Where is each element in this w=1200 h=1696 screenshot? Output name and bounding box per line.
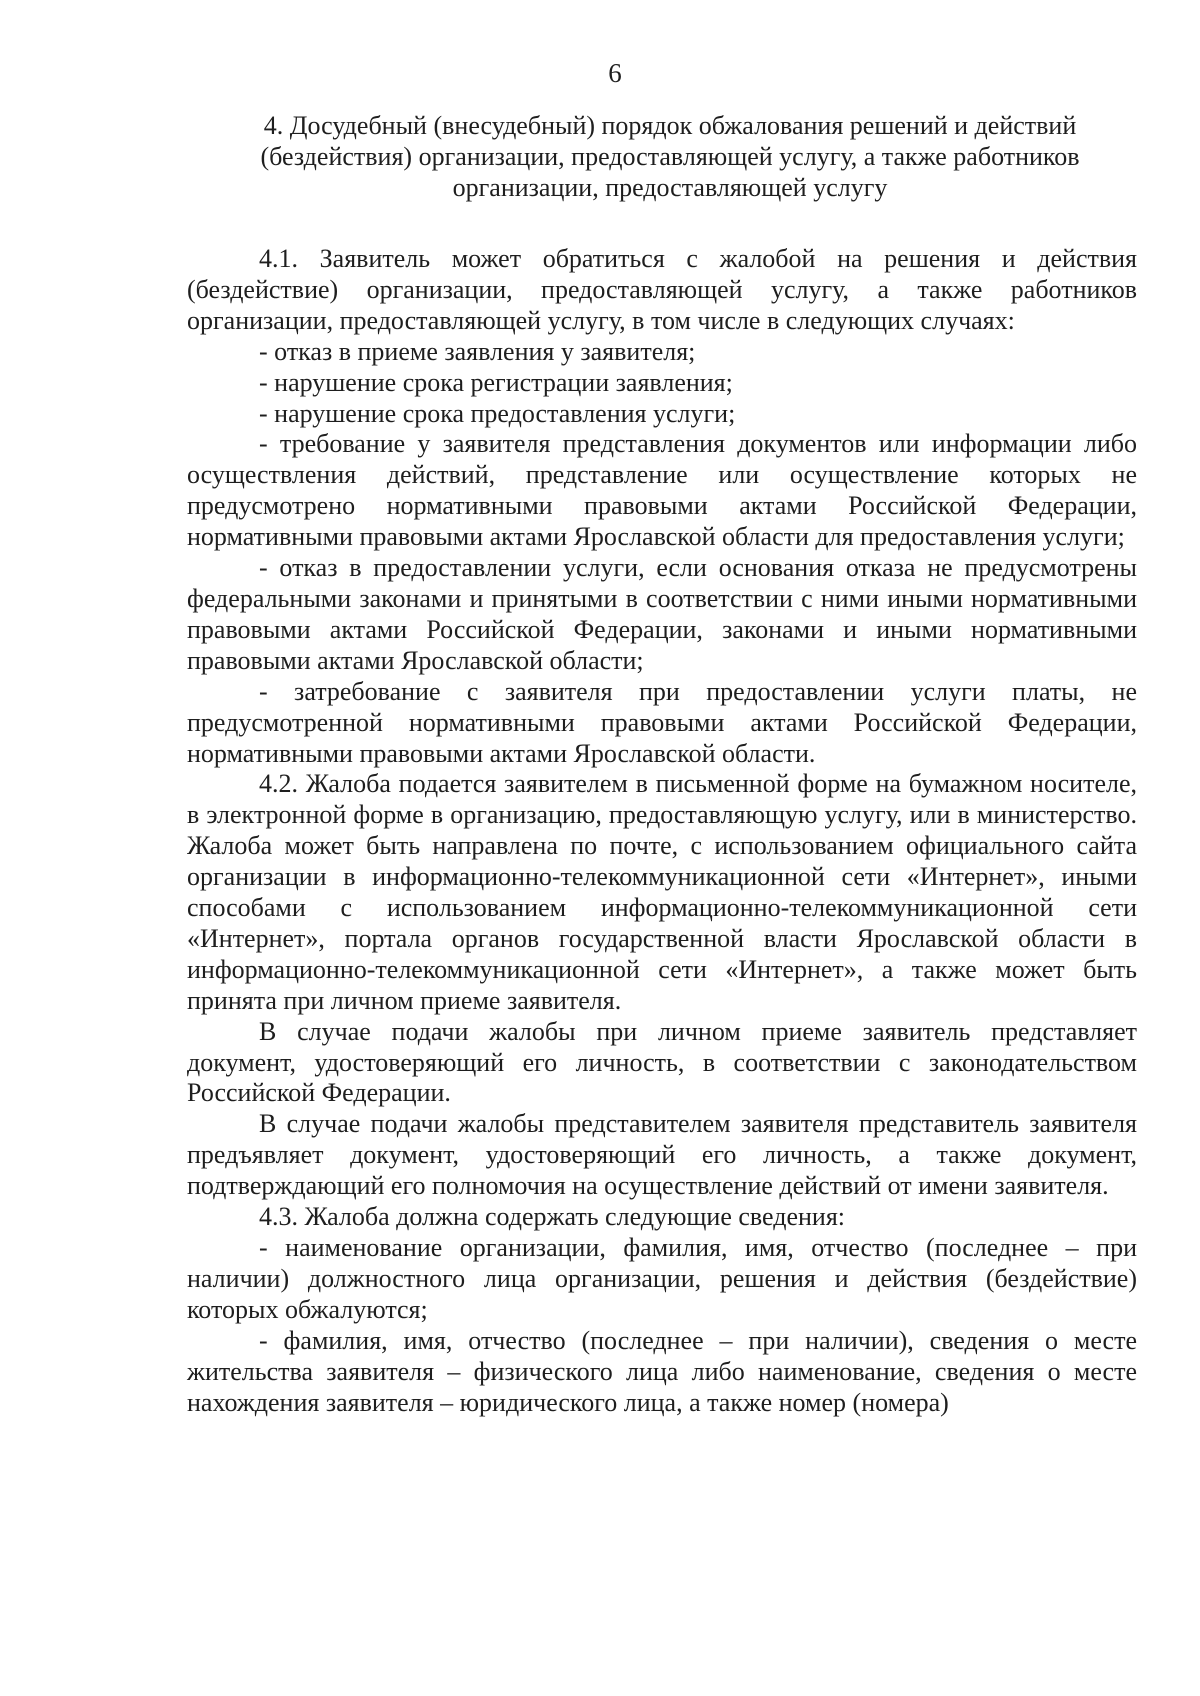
paragraph-4-3: 4.3. Жалоба должна содержать следующие сведения: [259, 1202, 846, 1232]
list-item: - нарушение срока регистрации заявления; [259, 367, 733, 397]
section-heading-line: организации, предоставляющей услугу [452, 173, 888, 202]
list-item: - фамилия, имя, отчество (последнее – при наличии), сведения о месте жительства заявителя – физического лица либо наименование, сведения о месте нахождения заявителя – юридического лица, а также номер (номера) [187, 1325, 1137, 1417]
list-item: - отказ в приеме заявления у заявителя; [259, 336, 696, 366]
section-heading [200, 110, 1140, 203]
list-item: - отказ в предоставлении услуги, если основания отказа не предусмотрены федеральными законами и принятыми в соответствии с ними иными нормативными правовыми актами Российской Федерации, законами и иными нормативными правовыми актами Ярославской области; [187, 553, 1137, 675]
body-text [187, 244, 1137, 1418]
paragraph-4-2: 4.2. Жалоба подается заявителем в письменной форме на бумажном носителе, в электронной форме в организацию, предоставляющую услугу, или в министерство. Жалоба может быть направлена по почте, с использованием официального сайта организации в информационно-телекоммуникационной сети «Интернет», иными способами с использованием информационно-телекоммуникационной сети «Интернет», портала органов государственной власти Ярославской области в информационно-телекоммуникационной сети «Интернет», а также может быть принята при личном приеме заявителя. [187, 769, 1137, 1015]
paragraph-4-1: 4.1. Заявитель может обратиться с жалобой на решения и действия (бездействие) организации, предоставляющей услугу, а также работников организации, предоставляющей услугу, в том числе в следующих случаях: [187, 244, 1137, 335]
section-heading-line: 4. Досудебный (внесудебный) порядок обжалования решений и действий [263, 111, 1077, 140]
paragraph: В случае подачи жалобы при личном приеме заявитель представляет документ, удостоверяющий его личность, в соответствии с законодательством Российской Федерации. [187, 1016, 1137, 1108]
paragraph: В случае подачи жалобы представителем заявителя представитель заявителя предъявляет документ, удостоверяющий его личность, а также документ, подтверждающий его полномочия на осуществление действий от имени заявителя. [187, 1109, 1137, 1201]
page-number: 6 [608, 58, 622, 88]
list-item: - требование у заявителя представления документов или информации либо осуществления действий, представление или осуществление которых не предусмотрено нормативными правовыми актами Российской Федерации, нормативными правовыми актами Ярославской области для предоставления услуги; [187, 429, 1137, 552]
list-item: - нарушение срока предоставления услуги; [259, 398, 736, 428]
list-item: - затребование с заявителя при предоставлении услуги платы, не предусмотренной нормативными правовыми актами Российской Федерации, нормативными правовыми актами Ярославской области. [187, 676, 1137, 768]
section-heading-line: (бездействия) организации, предоставляющей услугу, а также работников [260, 142, 1080, 171]
list-item: - наименование организации, фамилия, имя, отчество (последнее – при наличии) должностного лица организации, решения и действия (бездействие) которых обжалуются; [187, 1233, 1137, 1324]
